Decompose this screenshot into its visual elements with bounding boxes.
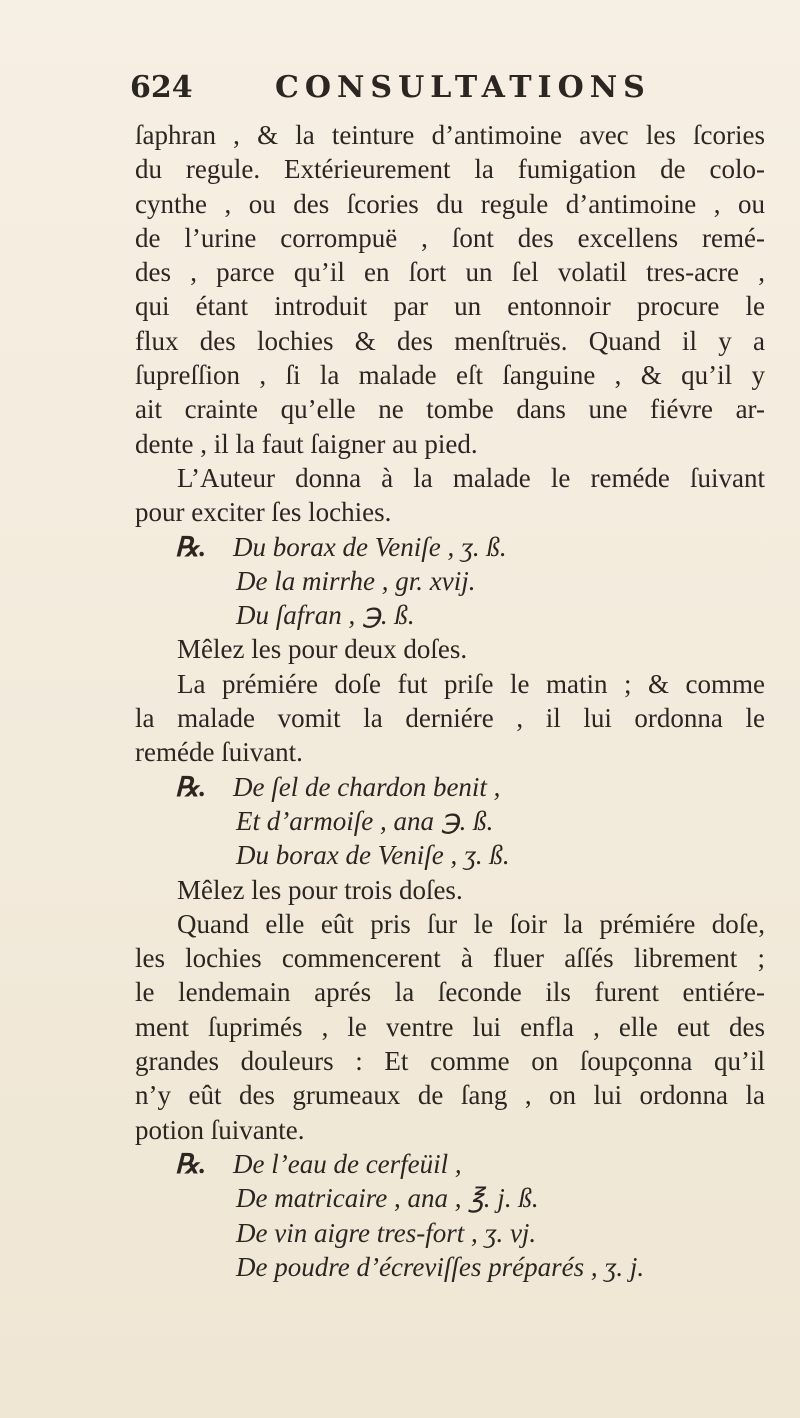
recipe-item: De matricaire , ana , ℥. j. ß.: [236, 1183, 539, 1214]
text-line: cynthe , ou des ſcories du regule d’antimoine , ou: [135, 188, 765, 219]
recipe-line: [135, 1250, 765, 1284]
text-line: du regule. Extérieurement la fumigation de colo-: [135, 154, 765, 185]
text-line: flux des lochies & des menſtruës. Quand il y a: [135, 325, 765, 356]
text-line: ſupreſſion , ſi la malade eſt ſanguine , & qu’il y: [135, 360, 765, 391]
recipe-symbol: ℞.: [175, 1148, 206, 1179]
recipe-line: [135, 564, 765, 598]
text-line: potion ſuivante.: [135, 1114, 305, 1145]
text-line: les lochies commencerent à fluer aſſés librement ;: [135, 943, 765, 974]
recipe-symbol: ℞.: [175, 531, 206, 562]
text-line: la malade vomit la derniére , il lui ordonna le: [135, 703, 765, 734]
recipe-line: [135, 804, 765, 838]
running-head: CONSULTATIONS: [275, 70, 651, 105]
text-line: ſaphran , & la teinture d’antimoine avec les ſcories: [135, 120, 765, 150]
recipe-item: De l’eau de cerfeüil ,: [233, 1148, 462, 1179]
recipe-item: De la mirrhe , gr. xvij.: [236, 565, 476, 596]
text-line: qui étant introduit par un entonnoir procure le: [135, 291, 765, 322]
text-line: pour exciter ſes lochies.: [135, 497, 392, 528]
recipe-item: Et d’armoiſe , ana ℈. ß.: [236, 805, 494, 836]
recipe-item: De vin aigre tres-fort , ʒ. vj.: [236, 1217, 537, 1248]
text-line: de l’urine corrompuë , ſont des excellens remé-: [135, 222, 765, 253]
text-line: reméde ſuivant.: [135, 737, 303, 768]
recipe-line: [135, 1216, 765, 1250]
text-line: La prémiére doſe fut priſe le matin ; & comme: [177, 668, 765, 699]
text-line: ait crainte qu’elle ne tombe dans une fiévre ar-: [135, 394, 765, 425]
recipe-line: [135, 1181, 765, 1215]
recipe-line: [135, 598, 765, 632]
recipe-line: [135, 838, 765, 872]
recipe-line: [135, 1147, 765, 1181]
text-line: Quand elle eût pris ſur le ſoir la prémiére doſe,: [177, 908, 765, 939]
text-line: ment ſuprimés , le ventre lui enfla , elle eut des: [135, 1011, 765, 1042]
recipe-instruction: Mêlez les pour trois doſes.: [177, 874, 463, 905]
recipe-item: Du borax de Veniſe , ʒ. ß.: [236, 840, 510, 871]
text-line: dente , il la faut ſaigner au pied.: [135, 428, 478, 459]
recipe-line: [135, 770, 765, 804]
body-text: [135, 118, 765, 1284]
text-line: L’Auteur donna à la malade le reméde ſuivant: [177, 462, 765, 493]
recipe-symbol: ℞.: [175, 771, 206, 802]
text-line: n’y eût des grumeaux de ſang , on lui ordonna la: [135, 1080, 765, 1111]
recipe-item: De ſel de chardon benit ,: [233, 771, 501, 802]
page-number: 624: [130, 70, 193, 105]
recipe-line: [135, 530, 765, 564]
recipe-item: Du ſafran , ℈. ß.: [236, 600, 415, 631]
recipe-instruction: Mêlez les pour deux doſes.: [177, 634, 468, 665]
text-line: des , parce qu’il en ſort un ſel volatil tres-acre ,: [135, 257, 765, 288]
text-line: le lendemain aprés la ſeconde ils furent entiére-: [135, 977, 765, 1008]
text-line: grandes douleurs : Et comme on ſoupçonna qu’il: [135, 1046, 765, 1077]
recipe-item: Du borax de Veniſe , ʒ. ß.: [233, 531, 507, 562]
recipe-item: De poudre d’écreviſſes préparés , ʒ. j.: [236, 1251, 645, 1282]
page-header: [130, 62, 770, 112]
